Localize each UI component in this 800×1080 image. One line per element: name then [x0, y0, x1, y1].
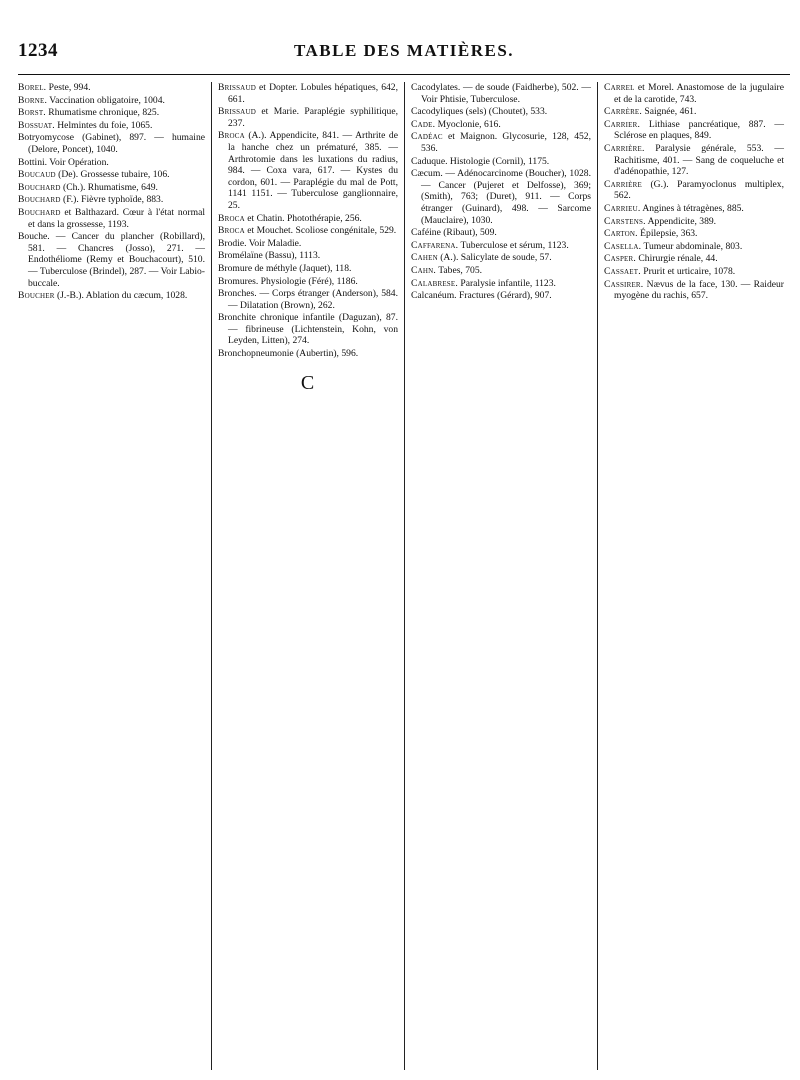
index-entry	[411, 82, 591, 105]
entry-text: Bromures. Physiologie (Féré), 1186.	[218, 275, 358, 287]
entry-head: Brissaud	[218, 106, 256, 118]
section-letter: C	[300, 371, 316, 394]
entry-text: (A.). Appendicite, 841. — Arthrite de la hanche chez un prématuré, 385. — Arthrotomie dans les luxations du radius, 984. — Coxa vara, 617. — Kystes du cordon, 601. — Paraplégie du mal de Pott, 1141 1151. — Tuberculose ganglionnaire, 25.	[228, 130, 398, 211]
entry-text: Tabes, 705.	[435, 264, 483, 276]
entry-text: et Maignon. Glycosurie, 128, 452, 536.	[421, 131, 591, 154]
index-entry	[18, 82, 205, 94]
entry-text: Bronchite chronique infantile (Daguzan), 87. — fibrineuse (Lichtenstein, Kohn, von Leyden, Litten), 274.	[218, 312, 398, 347]
index-entry	[604, 82, 784, 105]
entry-head: Bouchard	[18, 206, 61, 218]
entry-text: Botryomycose (Gabinet), 897. — humaine (Delore, Poncet), 1040.	[18, 132, 205, 155]
entry-text: Bromure de méthyle (Jaquet), 118.	[218, 262, 352, 274]
entry-text: Tuberculose et sérum, 1123.	[458, 239, 569, 251]
entry-text: Caféine (Ribaut), 509.	[411, 227, 497, 239]
entry-head: Boucaud	[18, 169, 56, 181]
index-entry	[18, 194, 205, 206]
index-entry	[604, 179, 784, 202]
entry-head: Broca	[218, 212, 245, 224]
entry-text: et Mouchet. Scoliose congénitale, 529.	[244, 225, 397, 237]
entry-text: Nævus de la face, 130. — Raideur myogène du rachis, 657.	[614, 278, 784, 302]
entry-text: Bronches. — Corps étranger (Anderson), 584. — Dilatation (Brown), 262.	[218, 288, 398, 311]
index-entry	[411, 278, 591, 290]
index-entry	[604, 266, 784, 278]
header-rule	[18, 74, 790, 75]
entry-text: (Ch.). Rhumatisme, 649.	[60, 181, 158, 193]
index-column-4	[597, 82, 790, 1070]
index-entry	[218, 312, 398, 347]
running-title: TABLE DES MATIÈRES.	[293, 41, 515, 60]
entry-head: Cassirer.	[604, 278, 644, 290]
index-entry	[218, 130, 398, 211]
index-entry	[411, 240, 591, 252]
entry-text: Helmintes du foie, 1065.	[54, 119, 153, 131]
index-entry	[218, 213, 398, 225]
entry-text: Vaccination obligatoire, 1004.	[47, 94, 165, 106]
entry-text: Caduque. Histologie (Cornil), 1175.	[411, 155, 550, 167]
index-entry	[218, 250, 398, 262]
index-entry	[604, 143, 784, 178]
entry-head: Cahn.	[411, 264, 436, 276]
index-entry	[411, 290, 591, 302]
entry-text: Bromélaïne (Bassu), 1113.	[218, 250, 321, 262]
entry-text: (G.). Paramyoclonus multiplex, 562.	[614, 178, 784, 202]
entry-text: Paralysie infantile, 1123.	[457, 277, 556, 289]
index-entry	[218, 225, 398, 237]
index-entry	[218, 276, 398, 288]
entry-text: Lithiase pancréatique, 887. — Sclérose en plaques, 849.	[614, 118, 784, 142]
index-entry	[218, 106, 398, 129]
index-entry	[218, 238, 398, 250]
index-entry	[411, 168, 591, 226]
index-entry	[18, 120, 205, 132]
index-entry	[18, 132, 205, 155]
index-entry	[18, 157, 205, 169]
entry-text: (A.). Salicylate de soude, 57.	[437, 252, 552, 264]
entry-text: Rhumatisme chronique, 825.	[45, 107, 160, 119]
entry-head: Bouchard	[18, 181, 61, 193]
entry-head: Borst.	[18, 107, 46, 119]
index-entry	[218, 82, 398, 105]
entry-text: Brodie. Voir Maladie.	[218, 237, 302, 249]
entry-head: Carstens.	[604, 215, 646, 227]
entry-head: Boucher	[18, 290, 55, 302]
index-entry	[604, 253, 784, 265]
entry-head: Cade.	[411, 118, 436, 130]
entry-head: Bossuat.	[18, 119, 55, 131]
entry-text: Calcanéum. Fractures (Gérard), 907.	[411, 290, 552, 302]
entry-text: Peste, 994.	[46, 82, 91, 93]
index-entry	[411, 156, 591, 168]
index-entry	[411, 265, 591, 277]
index-entry	[18, 231, 205, 289]
entry-head: Caffarena.	[411, 239, 459, 251]
entry-text: et Dopter. Lobules hépatiques, 642, 661.	[228, 82, 398, 105]
index-entry	[18, 169, 205, 181]
index-entry	[218, 348, 398, 360]
entry-text: Bronchopneumonie (Aubertin), 596.	[218, 348, 359, 360]
entry-head: Bouchard	[18, 194, 61, 206]
entry-head: Carrère.	[604, 106, 643, 118]
index-column-1	[18, 82, 211, 1070]
entry-head: Carrieu.	[604, 202, 641, 214]
entry-head: Carrière.	[604, 142, 645, 154]
entry-text: (De). Grossesse tubaire, 106.	[55, 169, 170, 181]
index-entry	[18, 207, 205, 230]
entry-text: Chirurgie rénale, 44.	[635, 253, 718, 265]
entry-text: (F.). Fièvre typhoïde, 883.	[60, 194, 164, 206]
entry-head: Cassaet.	[604, 265, 641, 277]
entry-text: (J.-B.). Ablation du cæcum, 1028.	[54, 290, 188, 302]
entry-text: Cacodyliques (sels) (Choutet), 533.	[411, 106, 548, 118]
index-entry	[411, 252, 591, 264]
index-entry	[411, 227, 591, 239]
entry-head: Cadéac	[411, 131, 443, 143]
index-entry	[18, 182, 205, 194]
entry-head: Borne.	[18, 94, 48, 106]
index-entry	[604, 241, 784, 253]
entry-head: Calabrese.	[411, 277, 458, 289]
entry-head: Casella.	[604, 240, 642, 252]
entry-text: Tumeur abdominale, 803.	[641, 240, 743, 252]
index-entry	[411, 106, 591, 118]
entry-head: Carrier.	[604, 118, 641, 130]
index-entry	[604, 216, 784, 228]
index-entry	[218, 288, 398, 311]
entry-text: Myoclonie, 616.	[435, 118, 501, 130]
entry-head: Carrel	[604, 82, 635, 93]
entry-text: et Marie. Paraplégie syphilitique, 237.	[228, 106, 398, 129]
entry-text: Prurit et urticaire, 1078.	[640, 265, 736, 277]
entry-head: Broca	[218, 225, 245, 237]
entry-text: Épilepsie, 363.	[637, 228, 698, 240]
index-entry	[604, 228, 784, 240]
index-entry	[604, 119, 784, 142]
entry-text: et Chatin. Photothérapie, 256.	[244, 212, 362, 224]
entry-text: et Morel. Anastomose de la jugulaire et de la carotide, 743.	[614, 82, 784, 105]
entry-text: Cacodylates. — de soude (Faidherbe), 502. — Voir Phtisie, Tuberculose.	[411, 82, 591, 105]
index-entry	[411, 119, 591, 131]
entry-text: Cæcum. — Adénocarcinome (Boucher), 1028. — Cancer (Pujeret et Delfosse), 369; (Smith), 763; (Duret), 911. — Corps étranger (Guinard), 498. — Sarcome (Mauclaire), 1030.	[411, 168, 591, 226]
entry-head: Cahen	[411, 252, 438, 264]
index-entry	[18, 107, 205, 119]
entry-head: Broca	[218, 130, 245, 142]
index-entry	[604, 203, 784, 215]
index-entry	[218, 263, 398, 275]
entry-head: Borel.	[18, 82, 47, 93]
entry-text: et Balthazard. Cœur à l'état normal et dans la grossesse, 1193.	[28, 206, 205, 230]
page-header	[18, 36, 790, 66]
entry-text: Paralysie générale, 553. — Rachitisme, 401. — Sang de coqueluche et d'adénopathie, 127.	[614, 142, 784, 178]
index-entry	[604, 279, 784, 302]
entry-text: Bouche. — Cancer du plancher (Robillard), 581. — Chancres (Josso), 271. — Endothéliome (Remy et Bouchacourt), 510. — Tuberculose (Brindel), 287. — Voir Labio-buccale.	[18, 231, 205, 289]
entry-head: Brissaud	[218, 82, 256, 93]
index-column-3	[404, 82, 597, 1070]
entry-text: Angines à tétragènes, 885.	[640, 202, 744, 214]
index-entry	[18, 95, 205, 107]
index-entry	[18, 290, 205, 302]
entry-text: Saignée, 461.	[642, 106, 697, 118]
entry-text: Bottini. Voir Opération.	[18, 156, 109, 168]
entry-head: Carrière	[604, 178, 642, 190]
entry-head: Carton.	[604, 228, 638, 240]
index-columns	[18, 82, 790, 1070]
index-column-2	[211, 82, 404, 1070]
entry-text: Appendicite, 389.	[645, 215, 717, 227]
page-number: 1234	[18, 40, 58, 61]
entry-head: Casper.	[604, 253, 636, 265]
index-entry	[604, 106, 784, 118]
index-entry	[411, 131, 591, 154]
